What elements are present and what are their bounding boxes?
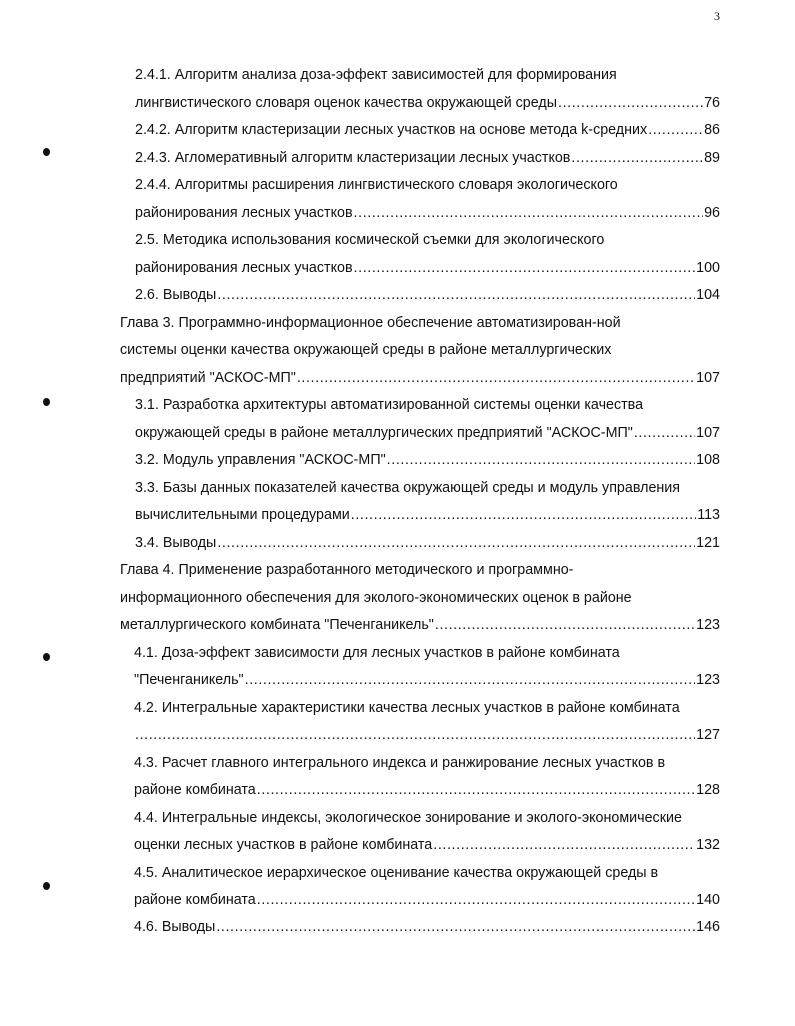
toc-entry-title: вычислительными процедурами [135,507,350,523]
toc-entry [120,557,573,584]
toc-entry-title: Глава 3. Программно-информационное обеспечение автоматизирован-ной [120,315,621,331]
toc-entry-page: 123 [696,617,720,633]
toc-entry [135,172,618,199]
toc-entry [135,392,643,419]
binder-hole-mark [43,398,50,406]
toc-entry [120,612,720,639]
toc-entry-title: окружающей среды в районе металлургических предприятий "АСКОС-МП" [135,425,633,441]
toc-entry-page: 132 [696,837,720,853]
toc-entry-title: 2.5. Методика использования космической съемки для экологического [135,232,605,248]
toc-entry [120,585,632,612]
dot-leader [435,612,695,639]
toc-entry [134,667,720,694]
toc-entry-title: 4.4. Интегральные индексы, экологическое зонирование и эколого-экономические [134,810,682,826]
toc-entry-title: 4.2. Интегральные характеристики качества лесных участков в районе комбината [134,700,680,716]
toc-entry-title: 4.6. Выводы [134,919,216,935]
toc-entry-title: 3.2. Модуль управления "АСКОС-МП" [135,452,386,468]
binder-hole-mark [43,882,50,890]
dot-leader [648,117,703,144]
toc-entry-title: районе комбината [134,892,256,908]
toc-entry-title: 2.4.4. Алгоритмы расширения лингвистического словаря экологического [135,177,618,193]
toc-entry-title: 2.4.1. Алгоритм анализа доза-эффект зависимостей для формирования [135,67,617,83]
toc-entry-title: 3.1. Разработка архитектуры автоматизированной системы оценки качества [135,397,644,413]
dot-leader [558,90,703,117]
dot-leader [257,887,695,914]
toc-entry-title: лингвистического словаря оценок качества окружающей среды [135,95,558,111]
dot-leader [571,145,703,172]
toc-entry-title: районирования лесных участков [135,260,353,276]
toc-entry-title: 2.4.3. Агломеративный алгоритм кластеризации лесных участков [135,150,571,166]
toc-entry-page: 107 [696,370,720,386]
toc-entry [120,337,611,364]
toc-entry-page: 89 [704,150,720,166]
toc-entry [135,227,604,254]
toc-entry [120,310,621,337]
toc-entry [134,860,658,887]
dot-leader [257,777,695,804]
toc-entry-title: 2.6. Выводы [135,287,217,303]
toc-entry-page: 128 [696,782,720,798]
toc-entry-page: 86 [704,122,720,138]
toc-entry [135,255,720,282]
dot-leader [433,832,695,859]
binder-hole-mark [43,653,50,661]
toc-entry-title: 4.3. Расчет главного интегрального индекса и ранжирование лесных участков в [134,755,666,771]
toc-entry-title: системы оценки качества окружающей среды в районе металлургических [120,342,612,358]
toc-entry [135,502,720,529]
toc-entry [135,420,720,447]
toc-entry-title: районирования лесных участков [135,205,353,221]
toc-entry [120,365,720,392]
toc-entry-title: 4.1. Доза-эффект зависимости для лесных участков в районе комбината [134,645,620,661]
dot-leader [354,200,704,227]
toc-entry-page: 123 [696,672,720,688]
toc-entry-page: 96 [704,205,720,221]
toc-entry [134,722,720,749]
binder-hole-mark [43,148,50,156]
toc-entry-title: 2.4.2. Алгоритм кластеризации лесных участков на основе метода k-средних [135,122,648,138]
toc-entry-page: 76 [704,95,720,111]
toc-entry-page: 121 [696,535,720,551]
toc-entry-title: 3.3. Базы данных показателей качества окружающей среды и модуль управления [135,480,681,496]
toc-entry-page: 108 [696,452,720,468]
toc-entry-page: 140 [696,892,720,908]
toc-entry-title: предприятий "АСКОС-МП" [120,370,296,386]
toc-entry [134,914,720,941]
toc-entry-title: 3.4. Выводы [135,535,217,551]
toc-entry [135,475,680,502]
dot-leader [387,447,695,474]
toc-entry [135,530,720,557]
toc-entry [134,805,682,832]
toc-entry-page: 104 [696,287,720,303]
toc-entry [135,282,720,309]
dot-leader [354,255,696,282]
toc-entry [135,90,720,117]
toc-entry [134,695,680,722]
dot-leader [217,282,695,309]
toc-entry [135,62,617,89]
toc-entry-page: 113 [697,507,720,523]
dot-leader [135,722,695,749]
dot-leader [217,530,695,557]
toc-entry-title: Глава 4. Применение разработанного методического и программно- [120,562,574,578]
toc-entry [134,832,720,859]
toc-entry-title: металлургического комбината "Печенганикель" [120,617,434,633]
page-number: 3 [714,9,720,23]
toc-entry [134,777,720,804]
toc-entry [135,117,720,144]
toc-entry-page: 127 [696,727,720,743]
dot-leader [245,667,696,694]
toc-entry-page: 107 [696,425,720,441]
toc-entry [134,887,720,914]
dot-leader [216,914,695,941]
toc-entry [135,447,720,474]
toc-entry-page: 100 [696,260,720,276]
toc-entry [134,750,665,777]
toc-entry [135,200,720,227]
toc-entry [134,640,620,667]
toc-entry-title: районе комбината [134,782,256,798]
dot-leader [297,365,695,392]
toc-entry-title: информационного обеспечения для эколого-экономических оценок в районе [120,590,632,606]
toc-entry [135,145,720,172]
dot-leader [351,502,696,529]
toc-entry-page: 146 [696,919,720,935]
toc-entry-title: оценки лесных участков в районе комбината [134,837,433,853]
dot-leader [634,420,695,447]
toc-entry-title: 4.5. Аналитическое иерархическое оценивание качества окружающей среды в [134,865,659,881]
toc-entry-title: "Печенганикель" [134,672,244,688]
